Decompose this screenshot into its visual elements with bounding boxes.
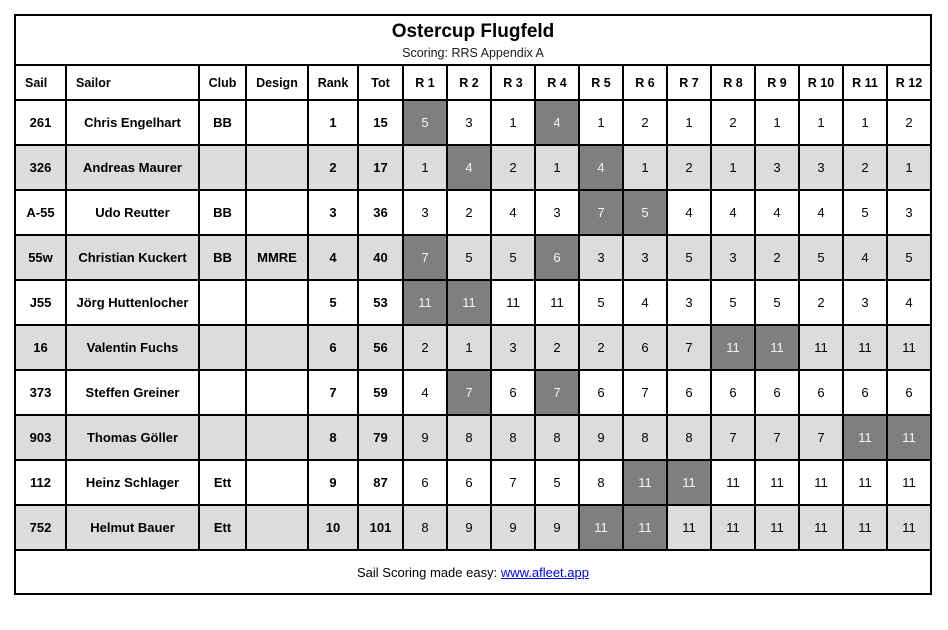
footer-band <box>15 550 931 594</box>
column-header-r2: R 2 <box>447 65 491 100</box>
race-score-cell: 3 <box>799 145 843 190</box>
club-cell: Ett <box>199 460 246 505</box>
table-row <box>15 190 931 235</box>
rank-cell: 9 <box>308 460 358 505</box>
race-score-cell: 2 <box>579 325 623 370</box>
race-score-cell: 1 <box>403 145 447 190</box>
total-points-cell: 56 <box>358 325 403 370</box>
sailor-name-cell: Jörg Huttenlocher <box>66 280 199 325</box>
race-score-cell: 11 <box>799 460 843 505</box>
race-score-cell-discarded: 11 <box>579 505 623 550</box>
race-score-cell-discarded: 5 <box>623 190 667 235</box>
race-score-cell: 8 <box>667 415 711 460</box>
race-score-cell: 1 <box>491 100 535 145</box>
rank-cell: 2 <box>308 145 358 190</box>
race-score-cell: 3 <box>447 100 491 145</box>
race-score-cell: 5 <box>535 460 579 505</box>
design-cell <box>246 100 308 145</box>
race-score-cell: 11 <box>843 460 887 505</box>
sail-number-cell: 261 <box>15 100 66 145</box>
race-score-cell: 5 <box>667 235 711 280</box>
club-cell: BB <box>199 235 246 280</box>
club-cell <box>199 280 246 325</box>
race-score-cell: 5 <box>843 190 887 235</box>
column-header-club: Club <box>199 65 246 100</box>
design-cell <box>246 280 308 325</box>
table-row <box>15 505 931 550</box>
race-score-cell: 4 <box>887 280 931 325</box>
race-score-cell: 5 <box>579 280 623 325</box>
total-points-cell: 53 <box>358 280 403 325</box>
sailor-name-cell: Andreas Maurer <box>66 145 199 190</box>
race-score-cell: 5 <box>447 235 491 280</box>
race-score-cell: 6 <box>843 370 887 415</box>
club-cell: BB <box>199 190 246 235</box>
race-score-cell: 11 <box>799 505 843 550</box>
sailor-name-cell: Heinz Schlager <box>66 460 199 505</box>
race-score-cell: 9 <box>403 415 447 460</box>
race-score-cell: 4 <box>623 280 667 325</box>
club-cell <box>199 325 246 370</box>
design-cell <box>246 325 308 370</box>
race-score-cell: 2 <box>667 145 711 190</box>
race-score-cell-discarded: 7 <box>403 235 447 280</box>
sail-number-cell: 752 <box>15 505 66 550</box>
table-row <box>15 145 931 190</box>
race-score-cell-discarded: 7 <box>447 370 491 415</box>
race-score-cell: 1 <box>667 100 711 145</box>
event-title: Ostercup Flugfeld <box>391 20 555 42</box>
race-score-cell: 7 <box>623 370 667 415</box>
design-cell: MMRE <box>246 235 308 280</box>
column-header-r10: R 10 <box>799 65 843 100</box>
table-row <box>15 370 931 415</box>
race-score-cell: 2 <box>755 235 799 280</box>
race-score-cell: 11 <box>887 460 931 505</box>
total-points-cell: 15 <box>358 100 403 145</box>
sailor-name-cell: Steffen Greiner <box>66 370 199 415</box>
total-points-cell: 40 <box>358 235 403 280</box>
race-score-cell: 6 <box>491 370 535 415</box>
sail-number-cell: 373 <box>15 370 66 415</box>
race-score-cell: 6 <box>755 370 799 415</box>
club-cell: Ett <box>199 505 246 550</box>
race-score-cell-discarded: 5 <box>403 100 447 145</box>
race-score-cell: 11 <box>711 505 755 550</box>
race-score-cell: 3 <box>843 280 887 325</box>
column-header-tot: Tot <box>358 65 403 100</box>
race-score-cell: 9 <box>491 505 535 550</box>
race-score-cell: 3 <box>623 235 667 280</box>
race-score-cell: 1 <box>887 145 931 190</box>
race-score-cell: 8 <box>535 415 579 460</box>
race-score-cell: 6 <box>711 370 755 415</box>
column-header-r8: R 8 <box>711 65 755 100</box>
race-score-cell: 3 <box>667 280 711 325</box>
race-score-cell: 11 <box>667 505 711 550</box>
column-header-rank: Rank <box>308 65 358 100</box>
race-score-cell: 6 <box>623 325 667 370</box>
race-score-cell: 6 <box>799 370 843 415</box>
race-score-cell: 6 <box>667 370 711 415</box>
race-score-cell-discarded: 6 <box>535 235 579 280</box>
table-row <box>15 235 931 280</box>
table-row <box>15 415 931 460</box>
race-score-cell: 3 <box>887 190 931 235</box>
race-score-cell: 5 <box>799 235 843 280</box>
column-header-sailor: Sailor <box>66 65 199 100</box>
race-score-cell: 9 <box>535 505 579 550</box>
race-score-cell-discarded: 11 <box>887 415 931 460</box>
rank-cell: 7 <box>308 370 358 415</box>
design-cell <box>246 505 308 550</box>
sail-number-cell: A-55 <box>15 190 66 235</box>
race-score-cell-discarded: 11 <box>755 325 799 370</box>
sailor-name-cell: Thomas Göller <box>66 415 199 460</box>
regatta-results-table <box>14 14 932 595</box>
total-points-cell: 101 <box>358 505 403 550</box>
race-score-cell: 1 <box>843 100 887 145</box>
race-score-cell: 2 <box>447 190 491 235</box>
race-score-cell: 2 <box>403 325 447 370</box>
total-points-cell: 36 <box>358 190 403 235</box>
column-header-r3: R 3 <box>491 65 535 100</box>
race-score-cell: 4 <box>755 190 799 235</box>
column-header-row <box>15 65 931 100</box>
race-score-cell: 6 <box>447 460 491 505</box>
rank-cell: 3 <box>308 190 358 235</box>
race-score-cell: 6 <box>887 370 931 415</box>
race-score-cell: 5 <box>491 235 535 280</box>
race-score-cell: 11 <box>711 460 755 505</box>
race-score-cell-discarded: 11 <box>623 460 667 505</box>
race-score-cell: 4 <box>491 190 535 235</box>
total-points-cell: 79 <box>358 415 403 460</box>
race-score-cell: 7 <box>667 325 711 370</box>
total-points-cell: 17 <box>358 145 403 190</box>
table-row <box>15 100 931 145</box>
race-score-cell: 11 <box>843 505 887 550</box>
race-score-cell: 2 <box>711 100 755 145</box>
club-cell <box>199 370 246 415</box>
column-header-r1: R 1 <box>403 65 447 100</box>
table-row <box>15 280 931 325</box>
race-score-cell: 5 <box>755 280 799 325</box>
column-header-r5: R 5 <box>579 65 623 100</box>
column-header-r11: R 11 <box>843 65 887 100</box>
race-score-cell: 8 <box>623 415 667 460</box>
race-score-cell-discarded: 4 <box>579 145 623 190</box>
title-row <box>15 15 931 65</box>
race-score-cell: 4 <box>667 190 711 235</box>
race-score-cell: 2 <box>491 145 535 190</box>
sail-number-cell: J55 <box>15 280 66 325</box>
race-score-cell: 7 <box>755 415 799 460</box>
race-score-cell: 9 <box>579 415 623 460</box>
club-cell <box>199 415 246 460</box>
race-score-cell: 7 <box>491 460 535 505</box>
title-band <box>15 15 931 65</box>
race-score-cell: 2 <box>887 100 931 145</box>
column-header-r4: R 4 <box>535 65 579 100</box>
footer-text: Sail Scoring made easy: <box>357 564 501 580</box>
race-score-cell-discarded: 11 <box>667 460 711 505</box>
table-row <box>15 325 931 370</box>
club-cell: BB <box>199 100 246 145</box>
race-score-cell: 6 <box>579 370 623 415</box>
afleet-link[interactable]: www.afleet.app <box>500 564 589 580</box>
sail-number-cell: 16 <box>15 325 66 370</box>
race-score-cell-discarded: 4 <box>535 100 579 145</box>
table-row <box>15 460 931 505</box>
race-score-cell: 3 <box>755 145 799 190</box>
race-score-cell: 2 <box>623 100 667 145</box>
sailor-name-cell: Chris Engelhart <box>66 100 199 145</box>
race-score-cell: 7 <box>799 415 843 460</box>
race-score-cell: 3 <box>711 235 755 280</box>
race-score-cell: 8 <box>579 460 623 505</box>
sail-number-cell: 326 <box>15 145 66 190</box>
footer-row <box>15 550 931 594</box>
sailor-name-cell: Valentin Fuchs <box>66 325 199 370</box>
total-points-cell: 87 <box>358 460 403 505</box>
design-cell <box>246 460 308 505</box>
club-cell <box>199 145 246 190</box>
race-score-cell: 11 <box>535 280 579 325</box>
race-score-cell: 7 <box>711 415 755 460</box>
race-score-cell: 3 <box>535 190 579 235</box>
race-score-cell-discarded: 7 <box>535 370 579 415</box>
rank-cell: 8 <box>308 415 358 460</box>
rank-cell: 1 <box>308 100 358 145</box>
race-score-cell: 11 <box>799 325 843 370</box>
race-score-cell: 2 <box>843 145 887 190</box>
race-score-cell: 11 <box>755 460 799 505</box>
race-score-cell: 11 <box>491 280 535 325</box>
rank-cell: 6 <box>308 325 358 370</box>
design-cell <box>246 415 308 460</box>
race-score-cell-discarded: 11 <box>623 505 667 550</box>
column-header-r6: R 6 <box>623 65 667 100</box>
race-score-cell: 11 <box>843 325 887 370</box>
race-score-cell-discarded: 7 <box>579 190 623 235</box>
sailor-name-cell: Udo Reutter <box>66 190 199 235</box>
design-cell <box>246 190 308 235</box>
race-score-cell: 3 <box>491 325 535 370</box>
race-score-cell: 3 <box>403 190 447 235</box>
race-score-cell: 1 <box>799 100 843 145</box>
race-score-cell: 1 <box>579 100 623 145</box>
race-score-cell: 2 <box>535 325 579 370</box>
race-score-cell: 6 <box>403 460 447 505</box>
race-score-cell: 4 <box>799 190 843 235</box>
race-score-cell: 5 <box>887 235 931 280</box>
race-score-cell: 4 <box>711 190 755 235</box>
sail-number-cell: 55w <box>15 235 66 280</box>
race-score-cell: 1 <box>711 145 755 190</box>
race-score-cell: 11 <box>887 325 931 370</box>
total-points-cell: 59 <box>358 370 403 415</box>
sailor-name-cell: Helmut Bauer <box>66 505 199 550</box>
race-score-cell: 1 <box>535 145 579 190</box>
race-score-cell-discarded: 11 <box>843 415 887 460</box>
sail-number-cell: 903 <box>15 415 66 460</box>
sail-number-cell: 112 <box>15 460 66 505</box>
race-score-cell: 1 <box>623 145 667 190</box>
race-score-cell: 9 <box>447 505 491 550</box>
sailor-name-cell: Christian Kuckert <box>66 235 199 280</box>
race-score-cell-discarded: 11 <box>403 280 447 325</box>
column-header-sail: Sail <box>15 65 66 100</box>
column-header-design: Design <box>246 65 308 100</box>
column-header-r9: R 9 <box>755 65 799 100</box>
race-score-cell: 11 <box>755 505 799 550</box>
race-score-cell-discarded: 11 <box>447 280 491 325</box>
design-cell <box>246 370 308 415</box>
rank-cell: 4 <box>308 235 358 280</box>
column-header-r12: R 12 <box>887 65 931 100</box>
race-score-cell: 1 <box>447 325 491 370</box>
race-score-cell: 2 <box>799 280 843 325</box>
race-score-cell: 8 <box>403 505 447 550</box>
race-score-cell: 4 <box>843 235 887 280</box>
design-cell <box>246 145 308 190</box>
race-score-cell: 11 <box>887 505 931 550</box>
rank-cell: 5 <box>308 280 358 325</box>
race-score-cell: 3 <box>579 235 623 280</box>
race-score-cell: 1 <box>755 100 799 145</box>
scoring-subtitle: Scoring: RRS Appendix A <box>402 46 544 61</box>
race-score-cell: 8 <box>447 415 491 460</box>
race-score-cell: 5 <box>711 280 755 325</box>
race-score-cell-discarded: 11 <box>711 325 755 370</box>
race-score-cell-discarded: 4 <box>447 145 491 190</box>
race-score-cell: 4 <box>403 370 447 415</box>
column-header-r7: R 7 <box>667 65 711 100</box>
race-score-cell: 8 <box>491 415 535 460</box>
rank-cell: 10 <box>308 505 358 550</box>
